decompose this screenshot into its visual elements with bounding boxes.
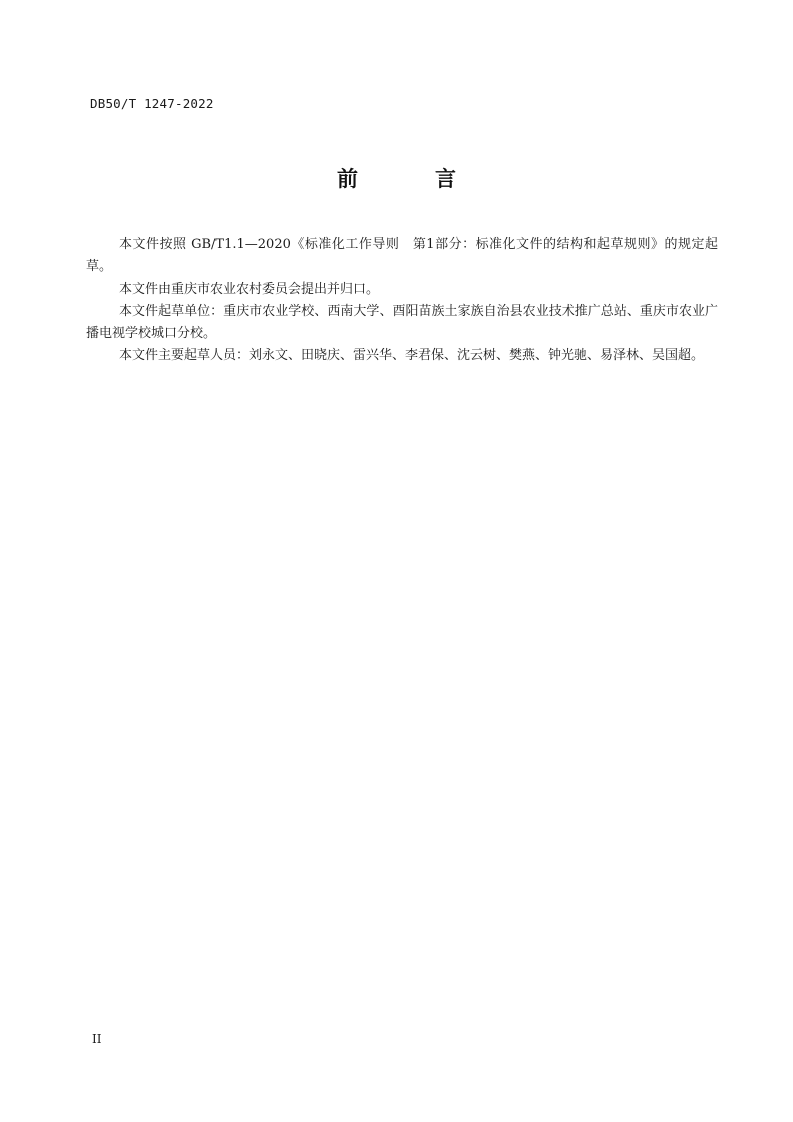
page-number: II: [92, 1032, 102, 1046]
section-title: 前 言: [337, 167, 484, 191]
body-text: [86, 234, 718, 368]
standard-code-header: DB50/T 1247-2022: [90, 96, 214, 111]
paragraph-drafting-units: 本文件起草单位：重庆市农业学校、西南大学、酉阳苗族土家族自治县农业技术推广总站、重庆市农业广播电视学校城口分校。: [86, 303, 718, 342]
paragraph-drafting-basis: 本文件按照 GB/T1.1—2020《标准化工作导则 第1部分：标准化文件的结构和起草规则》的规定起草。: [86, 237, 718, 275]
paragraph-drafters: 本文件主要起草人员：刘永文、田晓庆、雷兴华、李君保、沈云树、樊燕、钟光驰、易泽林、吴国超。: [119, 348, 705, 364]
paragraph-proposer: 本文件由重庆市农业农村委员会提出并归口。: [119, 281, 380, 297]
